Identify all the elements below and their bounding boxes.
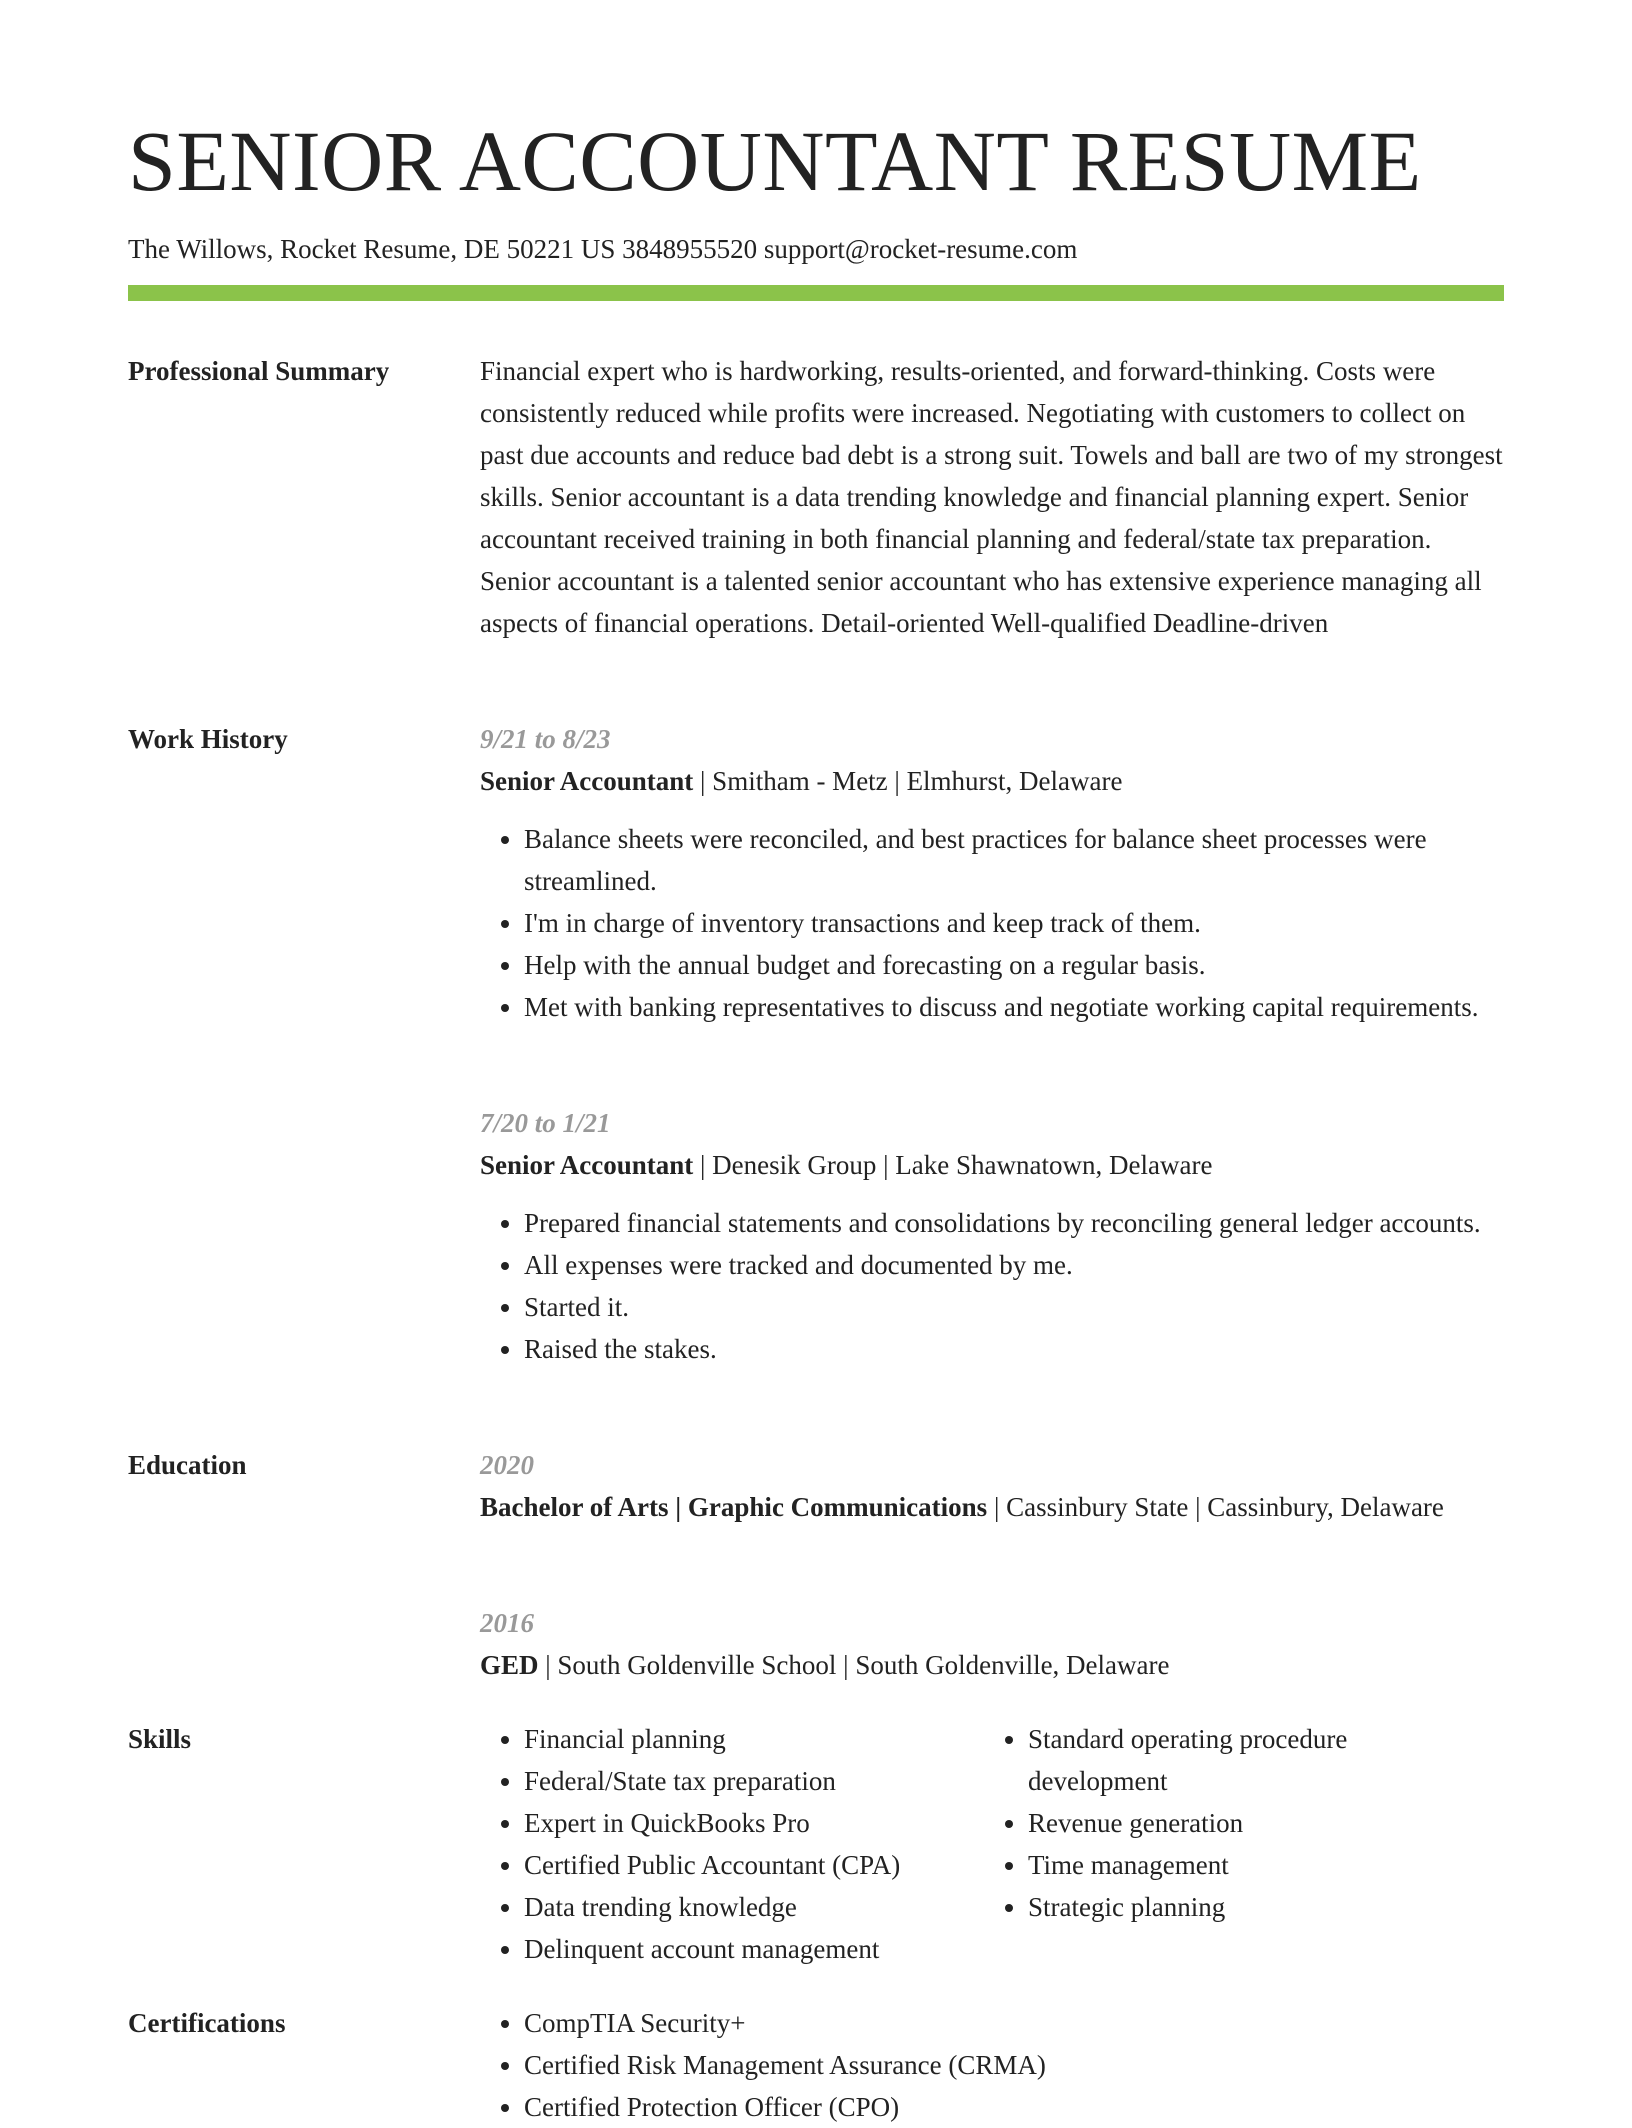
job-bullet: • Help with the annual budget and forecasting on a regular basis. bbox=[524, 944, 1504, 986]
skills-list-right bbox=[984, 1718, 1448, 1928]
summary-label: Professional Summary bbox=[128, 356, 390, 386]
skill-item: • Strategic planning bbox=[1028, 1886, 1448, 1928]
education-label: Education bbox=[128, 1450, 247, 1480]
skills-list-left bbox=[480, 1718, 984, 1970]
contact-phone: 3848955520 bbox=[622, 234, 764, 264]
skill-item: • Financial planning bbox=[524, 1718, 984, 1760]
skill-item: • Delinquent account management bbox=[524, 1928, 984, 1970]
job-entry bbox=[480, 1102, 1504, 1370]
job-bullet: • Raised the stakes. bbox=[524, 1328, 1504, 1370]
job-bullet: • Prepared financial statements and consolidations by reconciling general ledger accounts. bbox=[524, 1202, 1504, 1244]
job-role-line bbox=[480, 1144, 1504, 1186]
job-bullet: • All expenses were tracked and documented by me. bbox=[524, 1244, 1504, 1286]
job-entry bbox=[480, 718, 1504, 1028]
job-title: Senior Accountant bbox=[480, 766, 694, 796]
job-bullet: • Met with banking representatives to discuss and negotiate working capital requirements. bbox=[524, 986, 1504, 1028]
education-entry bbox=[480, 1444, 1504, 1528]
job-details: | Smitham - Metz | Elmhurst, Delaware bbox=[693, 766, 1123, 796]
resume-title: SENIOR ACCOUNTANT RESUME bbox=[128, 113, 1422, 209]
education-year: 2016 bbox=[480, 1608, 534, 1638]
skill-item: • Time management bbox=[1028, 1844, 1448, 1886]
education-degree: Bachelor of Arts | Graphic Communications bbox=[480, 1492, 988, 1522]
summary-body bbox=[480, 350, 1504, 644]
job-bullets bbox=[480, 818, 1504, 1028]
skill-item: • Certified Public Accountant (CPA) bbox=[524, 1844, 984, 1886]
certification-item: • CompTIA Security+ bbox=[524, 2002, 1504, 2044]
education-details: | Cassinbury State | Cassinbury, Delaware bbox=[987, 1492, 1444, 1522]
job-bullet: • Started it. bbox=[524, 1286, 1504, 1328]
education-degree: GED bbox=[480, 1650, 539, 1680]
certification-item: • Certified Risk Management Assurance (CRMA) bbox=[524, 2044, 1504, 2086]
summary-text: Financial expert who is hardworking, results-oriented, and forward-thinking. Costs were consistently reduced while profits were increased. Negotiating with customers to collect on past due accounts and reduce bad debt is a strong suit. Towels and ball are two of my strongest skills. Senior accountant is a data trending knowledge and financial planning expert. Senior accountant received training in both financial planning and federal/state tax preparation. Senior accountant is a talented senior accountant who has extensive experience managing all aspects of financial operations. Detail-oriented Well-qualified Deadline-driven bbox=[480, 356, 1503, 638]
skill-item: • Federal/State tax preparation bbox=[524, 1760, 984, 1802]
job-dates: 9/21 to 8/23 bbox=[480, 724, 611, 754]
contact-email: support@rocket-resume.com bbox=[763, 234, 1078, 264]
job-details: | Denesik Group | Lake Shawnatown, Delaware bbox=[693, 1150, 1213, 1180]
education-year: 2020 bbox=[480, 1450, 534, 1480]
education-details: | South Goldenville School | South Goldenville, Delaware bbox=[538, 1650, 1170, 1680]
education-line bbox=[480, 1486, 1504, 1528]
job-bullet: • Balance sheets were reconciled, and best practices for balance sheet processes were streamlined. bbox=[524, 818, 1504, 902]
skill-item: • Standard operating procedure development bbox=[1028, 1718, 1448, 1802]
job-dates: 7/20 to 1/21 bbox=[480, 1108, 611, 1138]
certifications-list bbox=[480, 2002, 1504, 2128]
contact-line bbox=[128, 232, 1077, 266]
header-divider bbox=[128, 285, 1504, 301]
job-title: Senior Accountant bbox=[480, 1150, 694, 1180]
education-line bbox=[480, 1644, 1504, 1686]
certifications-label: Certifications bbox=[128, 2008, 286, 2038]
skills-label: Skills bbox=[128, 1724, 192, 1754]
skill-item: • Data trending knowledge bbox=[524, 1886, 984, 1928]
contact-address: The Willows, Rocket Resume, DE 50221 US bbox=[128, 234, 623, 264]
job-bullet: • I'm in charge of inventory transactions and keep track of them. bbox=[524, 902, 1504, 944]
job-role-line bbox=[480, 760, 1504, 802]
work-history-label: Work History bbox=[128, 724, 288, 754]
skill-item: • Revenue generation bbox=[1028, 1802, 1448, 1844]
certification-item: • Certified Protection Officer (CPO) bbox=[524, 2086, 1504, 2128]
job-bullets bbox=[480, 1202, 1504, 1370]
education-entry bbox=[480, 1602, 1504, 1686]
skill-item: • Expert in QuickBooks Pro bbox=[524, 1802, 984, 1844]
